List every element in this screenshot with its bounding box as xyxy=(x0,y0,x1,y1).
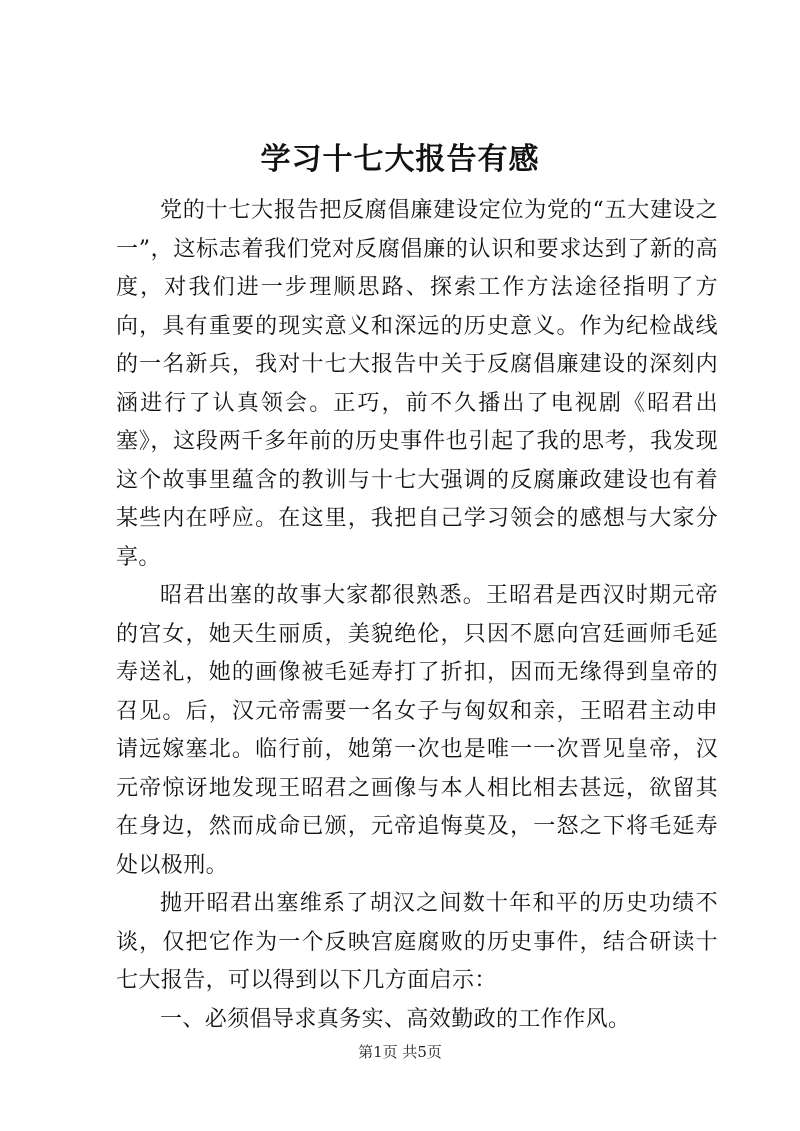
document-title: 学习十七大报告有感 xyxy=(260,142,540,177)
paragraph-2: 昭君出塞的故事大家都很熟悉。王昭君是西汉时期元帝的宫女，她天生丽质，美貌绝伦，只因不愿向宫廷画师毛延寿送礼，她的画像被毛延寿打了折扣，因而无缘得到皇帝的召见。后，汉元帝需要一名女子与匈奴和亲，王昭君主动申请远嫁塞北。临行前，她第一次也是唯一一次晋见皇帝，汉元帝惊讶地发现王昭君之画像与本人相比相去甚远，欲留其在身边，然而成命已颁，元帝追悔莫及，一怒之下将毛延寿处以极刑。 xyxy=(116,583,718,878)
page-footer: 第1页 共5页 xyxy=(358,1043,442,1061)
paragraph-3: 抛开昭君出塞维系了胡汉之间数十年和平的历史功绩不谈，仅把它作为一个反映宫庭腐败的历史事件，结合研读十七大报告，可以得到以下几方面启示： xyxy=(116,891,718,993)
paragraph-1: 党的十七大报告把反腐倡廉建设定位为党的“五大建设之一”，这标志着我们党对反腐倡廉的认识和要求达到了新的高度，对我们进一步理顺思路、探索工作方法途径指明了方向，具有重要的现实意义和深远的历史意义。作为纪检战线的一名新兵，我对十七大报告中关于反腐倡廉建设的深刻内涵进行了认真领会。正巧，前不久播出了电视剧《昭君出塞》，这段两千多年前的历史事件也引起了我的思考，我发现这个故事里蕴含的教训与十七大强调的反腐廉政建设也有着某些内在呼应。在这里，我把自己学习领会的感想与大家分享。 xyxy=(116,198,718,570)
document-body xyxy=(116,192,718,1039)
paragraph-4: 一、必须倡导求真务实、高效勤政的工作作风。 xyxy=(160,1006,631,1032)
